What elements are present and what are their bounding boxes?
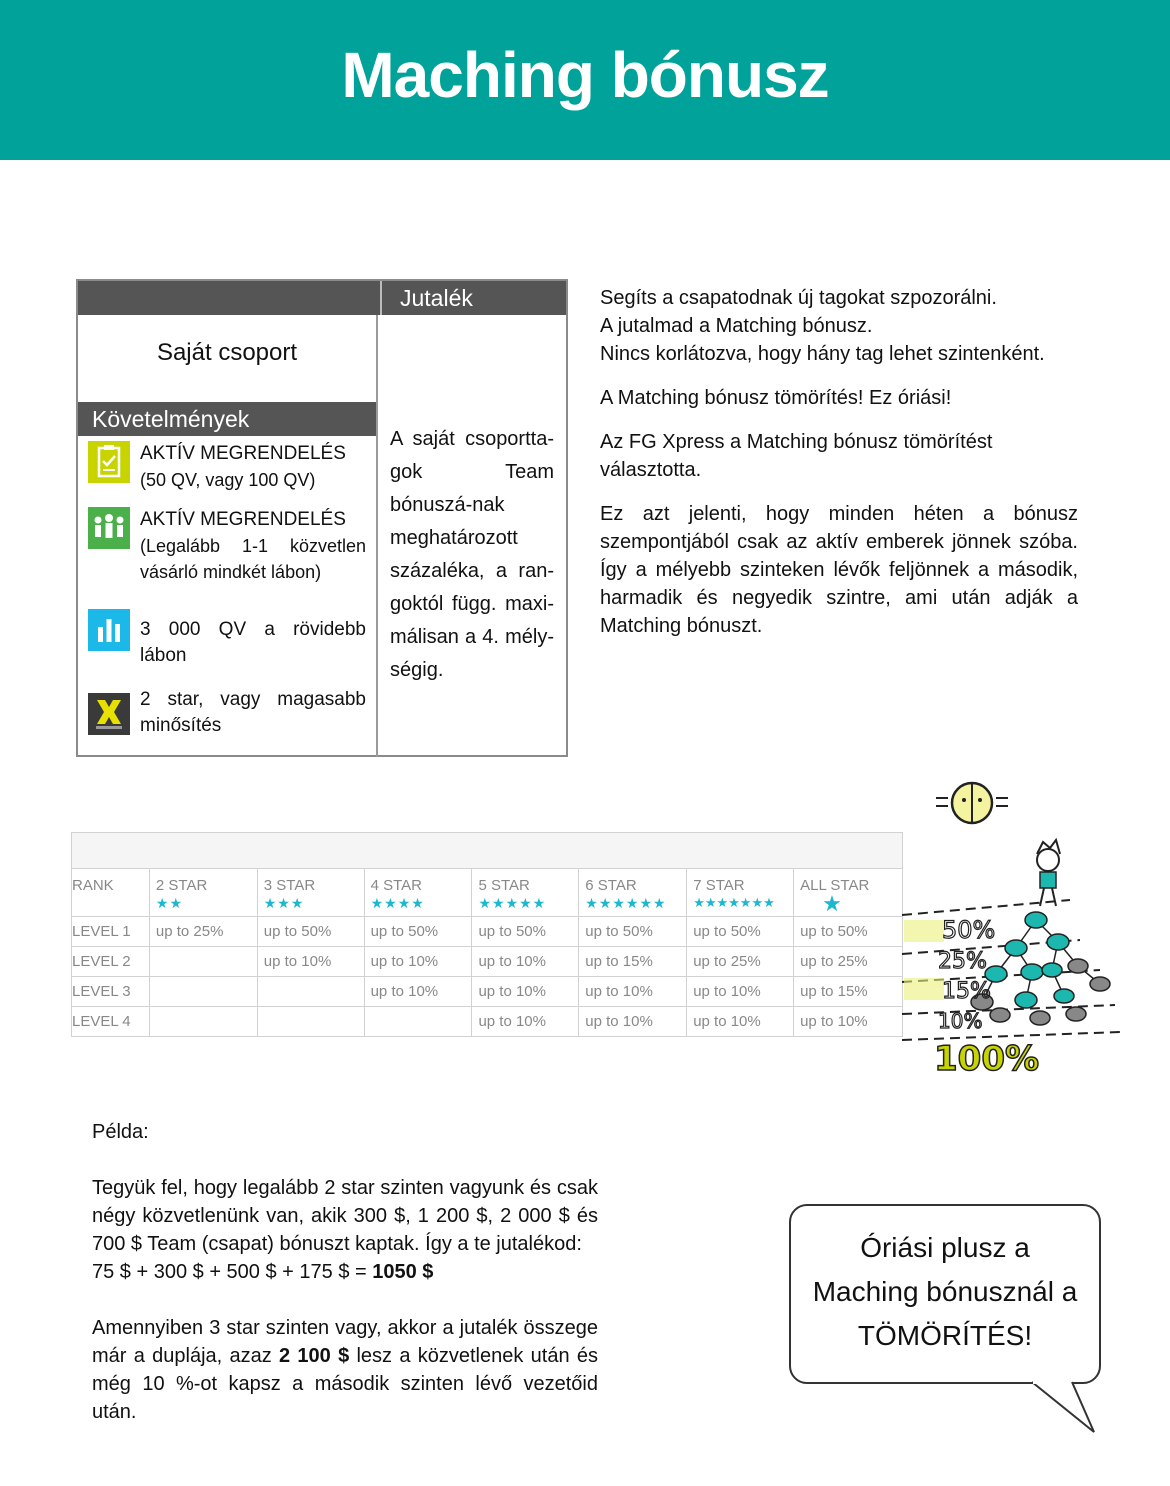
intro-line: A jutalmad a Matching bónusz. [600,315,873,337]
requirement-title: AKTÍV MEGRENDELÉS [140,509,346,530]
intro-paragraph-1 [600,284,1078,368]
table-cell: up to 10% [472,977,579,1007]
column-name: 2 STAR [155,877,208,894]
column-4-star [364,869,472,917]
example-section [92,1118,598,1426]
compression-illustration [900,770,1170,1080]
intro-paragraph-4: Ez azt jelenti, hogy minden héten a bónusz szempontjából csak az aktív emberek jönnek szóba. Így a mélyebb szinteken lévők feljönnek a második, harmadik és negyedik szintre, ami után adják a Matching bónuszt. [600,503,1078,637]
level-label: LEVEL 2 [72,947,150,977]
level-2-percent: 25% [938,949,987,974]
table-header-row [72,869,903,917]
column-7-star [687,869,794,917]
table-cell [149,1007,257,1037]
intro-line: Segíts a csapatodnak új tagokat szpozorálni. [600,287,997,309]
example-text: Amennyiben 3 star szinten vagy, akkor a jutalék összege már a duplája, azaz [92,1317,598,1367]
example-total: 1050 $ [372,1261,434,1283]
table-cell: up to 50% [687,917,794,947]
intro-paragraph-3: Az FG Xpress a Matching bónusz tömörítést választotta. [600,431,993,481]
column-name: 4 STAR [370,877,422,894]
level-label: LEVEL 1 [72,917,150,947]
table-cell: up to 50% [579,917,687,947]
table-cell: up to 10% [579,977,687,1007]
requirements-box [76,279,568,757]
requirement-detail: (Legalább 1-1 közvetlen vásárló mindkét lábon) [140,536,366,582]
table-cell: up to 10% [257,947,364,977]
requirement-title: AKTÍV MEGRENDELÉS [140,443,346,464]
requirement-active-order-2 [88,507,366,585]
highlight-strip [904,920,944,942]
level-label: LEVEL 3 [72,977,150,1007]
requirement-title: 3 000 QV a rövidebb lábon [140,619,366,666]
rank-label: RANK [72,869,150,917]
bubble-tail [1020,1378,1100,1438]
example-text: lesz a közvetlenek után és még 10 %-ot kapsz a második szinten lévő vezetőid után. [92,1345,598,1423]
table-top-row [72,833,903,869]
highlight-strip [904,978,944,1000]
table-cell: up to 10% [364,977,472,1007]
table-cell [257,977,364,1007]
example-formula: 75 $ + 300 $ + 500 $ + 175 $ = [92,1261,373,1283]
example-amount: 2 100 $ [279,1345,350,1367]
column-divider [376,315,378,757]
table-cell: up to 10% [794,1007,903,1037]
star-icon: ★★★★★ [478,895,547,911]
requirement-title: 2 star, vagy magasabb minősítés [140,689,366,736]
clipboard-icon [88,441,130,483]
column-6-star [579,869,687,917]
column-all-star [794,869,903,917]
example-paragraph-1 [92,1174,598,1286]
table-cell: up to 10% [364,947,472,977]
team-icon [88,507,130,549]
column-name: 7 STAR [693,877,745,894]
level-label: LEVEL 4 [72,1007,150,1037]
star-icon: ★★ [155,895,184,911]
column-2-star [149,869,257,917]
bubble-line: Maching bónusznál a [812,1276,1078,1307]
table-cell: up to 15% [794,977,903,1007]
table-cell: up to 25% [794,947,903,977]
table-cell: up to 50% [794,917,903,947]
table-cell: up to 50% [472,917,579,947]
requirement-active-order-1 [88,441,366,493]
column-5-star [472,869,579,917]
total-percent: 100% [934,1039,1040,1079]
column-name: 6 STAR [585,877,637,894]
table-row [72,977,903,1007]
own-group-label: Saját csoport [156,339,298,366]
title-banner [0,0,1170,160]
column-name: 5 STAR [478,877,530,894]
table-row [72,947,903,977]
intro-line: Nincs korlátozva, hogy hány tag lehet szintenként. [600,343,1045,365]
intro-text [600,284,1078,656]
table-cell: up to 50% [257,917,364,947]
star-icon: ★★★★★★ [585,895,667,911]
example-paragraph-2 [92,1314,598,1426]
table-cell [257,1007,364,1037]
table-cell: up to 10% [579,1007,687,1037]
bubble-line: TÖMÖRÍTÉS! [857,1320,1033,1351]
requirements-box-header [78,281,566,315]
star-icon: ★★★★★★★ [693,895,775,910]
table-cell [149,977,257,1007]
star-icon: ★★★ [263,895,305,911]
bubble-text [791,1226,1099,1358]
star-icon: ★ [822,891,842,916]
page-title: Maching bónusz [341,39,829,111]
table-cell: up to 10% [687,977,794,1007]
requirements-header: Követelmények [78,402,376,436]
table-cell: up to 50% [364,917,472,947]
column-name: 3 STAR [263,877,316,894]
example-heading: Példa: [92,1121,149,1143]
level-3-percent: 15% [942,979,991,1004]
table-cell: up to 10% [472,1007,579,1037]
commission-header: Jutalék [380,281,568,315]
column-3-star [257,869,364,917]
level-1-percent: 50% [942,916,996,944]
bubble-line: Óriási plusz a [860,1232,1030,1263]
column-name: ALL STAR [800,877,870,894]
rank-table [71,832,903,1037]
table-cell [149,947,257,977]
table-cell: up to 15% [579,947,687,977]
table-cell: up to 10% [472,947,579,977]
bar-chart-icon [88,609,130,651]
requirement-detail: (50 QV, vagy 100 QV) [140,470,316,490]
face-icon [936,783,1008,823]
table-cell: up to 25% [687,947,794,977]
table-cell [364,1007,472,1037]
table-row [72,1007,903,1037]
intro-paragraph-2: A Matching bónusz tömörítés! Ez óriási! [600,387,952,409]
table-row [72,917,903,947]
star-icon: ★★★★ [370,895,425,911]
requirement-rank [88,687,366,739]
example-text: Tegyük fel, hogy legalább 2 star szinten vagyunk és csak négy közvetlenünk van, akik 300 $, 1 200 $, 2 000 $ és 700 $ Team (csapat) bónuszt kaptak. Így a te jutalékod: [92,1177,598,1255]
requirement-qv [88,609,366,669]
x-rank-icon [88,693,130,735]
speech-bubble [789,1204,1101,1384]
commission-text: A saját csoportta-gok Team bónuszá-nak meghatározott százaléka, a ran-goktól függ. maxi-málisan a 4. mély-ségig. [390,428,554,681]
level-4-percent: 10% [938,1009,983,1033]
person-icon [1037,840,1060,906]
table-cell: up to 10% [687,1007,794,1037]
table-cell: up to 25% [149,917,257,947]
